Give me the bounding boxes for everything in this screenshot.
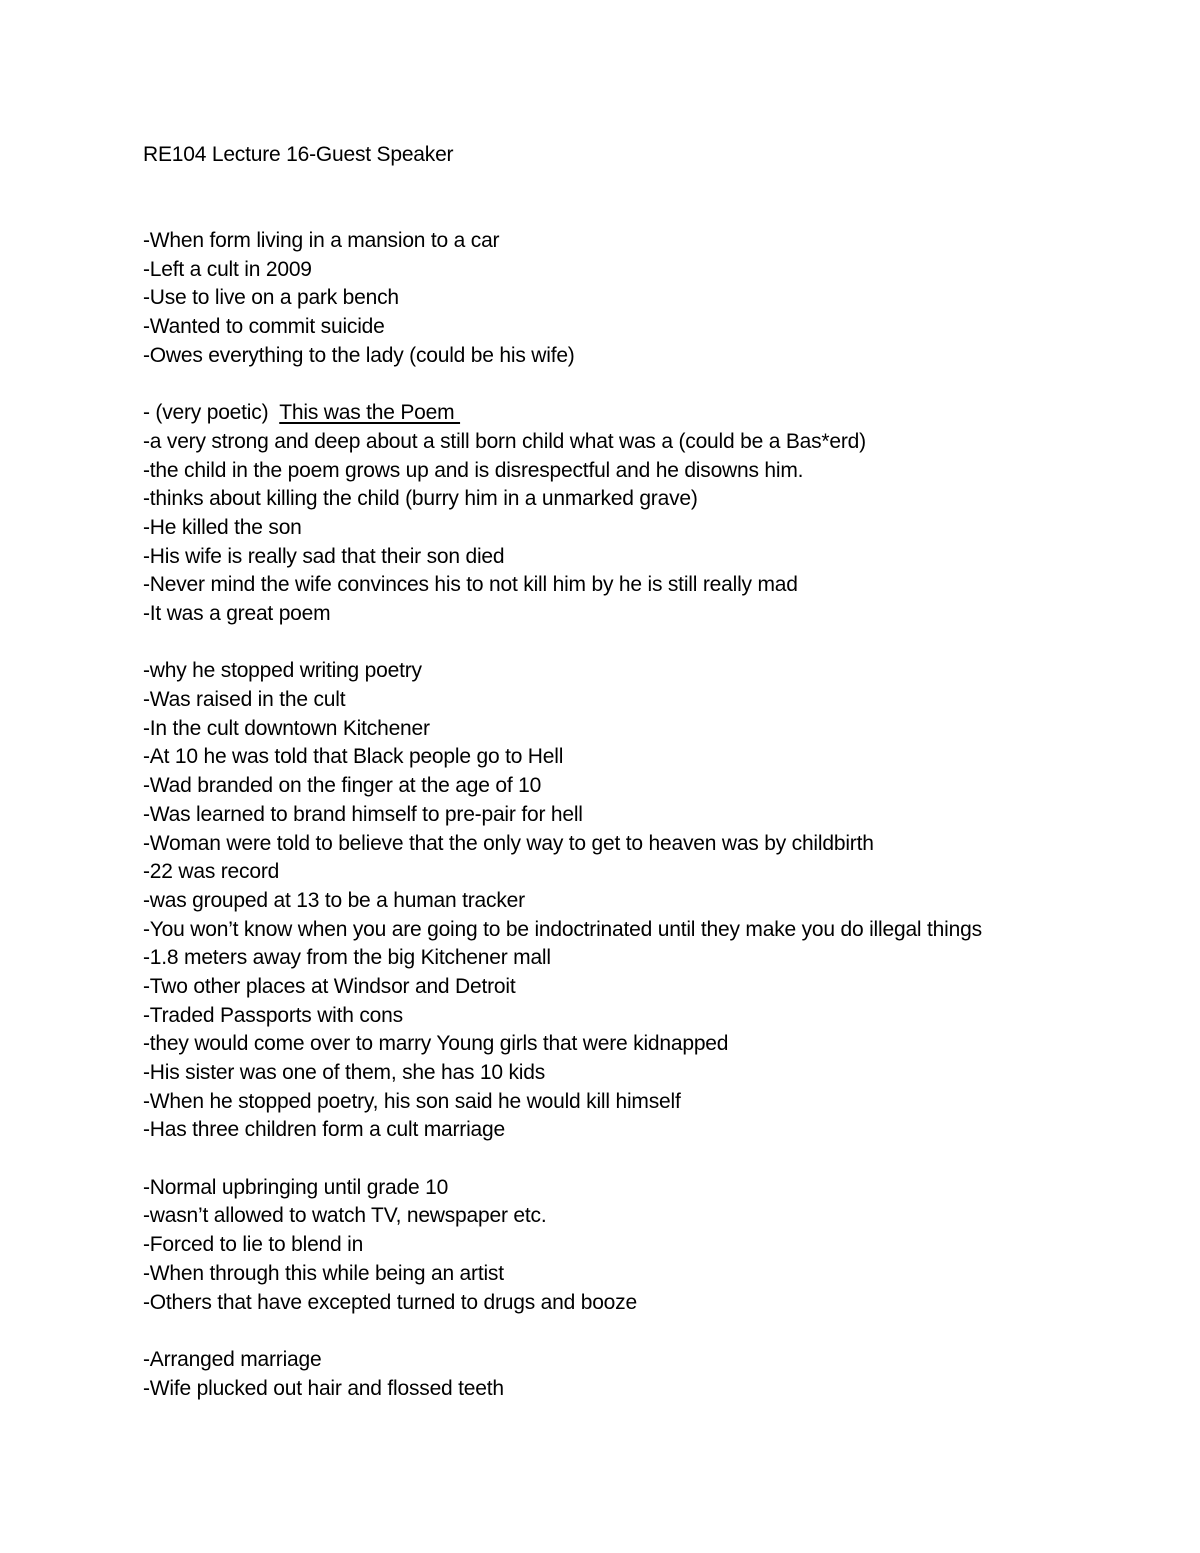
paragraph-gap bbox=[143, 1145, 1143, 1174]
note-line: -why he stopped writing poetry bbox=[143, 659, 422, 683]
poem-heading-underlined: This was the Poem bbox=[279, 401, 461, 425]
note-line: -At 10 he was told that Black people go to Hell bbox=[143, 745, 564, 769]
note-line: -Forced to lie to blend in bbox=[143, 1233, 364, 1257]
note-line: -Traded Passports with cons bbox=[143, 1003, 403, 1027]
document-title: RE104 Lecture 16-Guest Speaker bbox=[143, 143, 454, 166]
note-line: -In the cult downtown Kitchener bbox=[143, 716, 430, 740]
note-line: -they would come over to marry Young girls that were kidnapped bbox=[143, 1032, 729, 1056]
note-line: -1.8 meters away from the big Kitchener mall bbox=[143, 946, 551, 970]
note-line: -It was a great poem bbox=[143, 602, 331, 626]
note-line: -thinks about killing the child (burry him in a unmarked grave) bbox=[143, 487, 698, 511]
note-line: -Normal upbringing until grade 10 bbox=[143, 1175, 449, 1199]
notes-section-1 bbox=[143, 227, 1143, 370]
note-line: -Was learned to brand himself to pre-pair for hell bbox=[143, 802, 583, 826]
note-line: -Use to live on a park bench bbox=[143, 286, 399, 310]
note-line: -You won’t know when you are going to be indoctrinated until they make you do illegal things bbox=[143, 917, 982, 941]
notes-section-2 bbox=[143, 399, 1143, 629]
note-line: -His wife is really sad that their son died bbox=[143, 544, 505, 568]
note-line: -Two other places at Windsor and Detroit bbox=[143, 974, 516, 998]
poem-intro-prefix: - (very poetic) bbox=[143, 401, 280, 425]
notes-section-4 bbox=[143, 1174, 1143, 1317]
note-line: -When he stopped poetry, his son said he would kill himself bbox=[143, 1089, 681, 1113]
note-line: -Left a cult in 2009 bbox=[143, 257, 312, 281]
note-line: -was grouped at 13 to be a human tracker bbox=[143, 888, 525, 912]
note-line: -When through this while being an artist bbox=[143, 1261, 504, 1285]
note-line: -Wanted to commit suicide bbox=[143, 315, 385, 339]
note-line: -Wife plucked out hair and flossed teeth bbox=[143, 1376, 504, 1400]
note-line: -He killed the son bbox=[143, 515, 302, 539]
note-line: -Arranged marriage bbox=[143, 1347, 322, 1371]
note-line: -Others that have excepted turned to drugs and booze bbox=[143, 1290, 637, 1314]
note-line: -When form living in a mansion to a car bbox=[143, 229, 500, 253]
paragraph-gap bbox=[143, 371, 1143, 400]
note-line: -a very strong and deep about a still born child what was a (could be a Bas*erd) bbox=[143, 429, 866, 453]
note-line: -22 was record bbox=[143, 860, 280, 884]
notes-section-3 bbox=[143, 657, 1143, 1145]
note-line: -Was raised in the cult bbox=[143, 688, 346, 712]
notes-section-5 bbox=[143, 1346, 1143, 1403]
note-line: -Never mind the wife convinces his to not kill him by he is still really mad bbox=[143, 573, 798, 597]
note-line: -the child in the poem grows up and is disrespectful and he disowns him. bbox=[143, 458, 804, 482]
note-line: -wasn’t allowed to watch TV, newspaper etc. bbox=[143, 1204, 547, 1228]
poem-intro-line bbox=[143, 399, 1143, 428]
note-line: -Owes everything to the lady (could be his wife) bbox=[143, 343, 575, 367]
note-line: -Has three children form a cult marriage bbox=[143, 1118, 505, 1142]
document-body bbox=[143, 141, 1143, 1403]
paragraph-gap bbox=[143, 1317, 1143, 1346]
note-line: -Wad branded on the finger at the age of 10 bbox=[143, 774, 542, 798]
note-line: -Woman were told to believe that the only way to get to heaven was by childbirth bbox=[143, 831, 874, 855]
paragraph-gap bbox=[143, 629, 1143, 658]
note-line: -His sister was one of them, she has 10 kids bbox=[143, 1061, 546, 1085]
